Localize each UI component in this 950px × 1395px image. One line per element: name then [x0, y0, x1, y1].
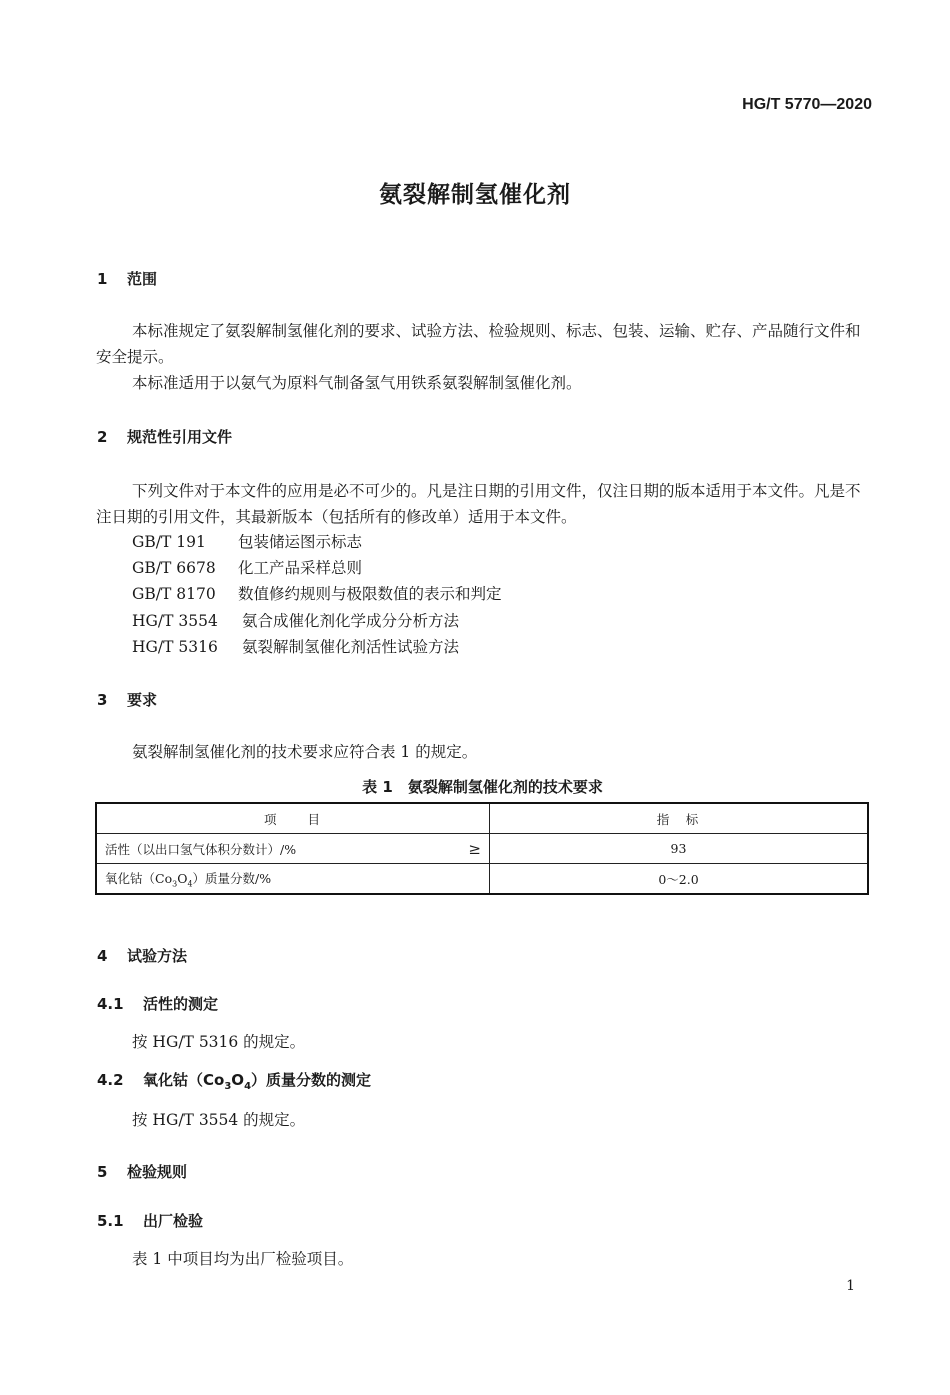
section-title: 检验规则	[127, 1163, 188, 1181]
section-title: 活性的测定	[143, 995, 219, 1013]
section-title: ）质量分数的测定	[251, 1071, 372, 1089]
section-3-heading	[97, 689, 157, 710]
section-title: 试验方法	[127, 947, 188, 965]
table-caption: 表 1 氨裂解制氢催化剂的技术要求	[362, 778, 603, 796]
section-4-2-heading	[97, 1069, 371, 1092]
row-item-cell	[96, 864, 490, 895]
section-4-1-heading	[97, 993, 218, 1014]
section-number: 5	[97, 1163, 108, 1181]
section-1-paragraph-2: 本标准适用于以氨气为原料气制备氢气用铁系氨裂解制氢催化剂。	[132, 374, 582, 392]
section-title: 出厂检验	[143, 1212, 204, 1230]
section-1-paragraph-1: 本标准规定了氨裂解制氢催化剂的要求、试验方法、检验规则、标志、包装、运输、贮存、产品随行文件和安全提示。	[96, 322, 861, 366]
section-2-paragraph-1: 下列文件对于本文件的应用是必不可少的。凡是注日期的引用文件，仅注日期的版本适用于本文件。凡是不注日期的引用文件，其最新版本（包括所有的修改单）适用于本文件。	[96, 482, 861, 526]
row-value: 0～2.0	[490, 864, 869, 895]
row-item-label: 活性（以出口氢气体积分数计）/%	[105, 841, 297, 857]
section-5-1-heading	[97, 1210, 203, 1231]
header-item: 项 目	[96, 803, 490, 834]
section-title: 规范性引用文件	[127, 428, 233, 446]
table-header-row	[96, 803, 868, 834]
section-4-1-paragraph: 按 HG/T 5316 的规定。	[132, 1033, 306, 1051]
section-number: 3	[97, 691, 108, 709]
technical-requirements-table	[95, 802, 869, 895]
reference-code: HG/T 5316	[132, 638, 218, 656]
section-title: O	[231, 1071, 245, 1089]
document-title: 氨裂解制氢催化剂	[379, 182, 571, 208]
reference-code: GB/T 6678	[132, 559, 216, 577]
section-3-paragraph-1: 氨裂解制氢催化剂的技术要求应符合表 1 的规定。	[132, 743, 478, 761]
page-number: 1	[846, 1278, 855, 1294]
reference-name: 包装储运图示标志	[238, 533, 363, 551]
header-index: 指 标	[490, 803, 869, 834]
reference-code: HG/T 3554	[132, 612, 218, 630]
section-number: 4	[97, 947, 108, 965]
section-4-2-paragraph: 按 HG/T 3554 的规定。	[132, 1111, 306, 1129]
section-1-heading	[97, 268, 157, 289]
section-title: 氧化钴（Co	[143, 1071, 225, 1089]
reference-name: 数值修约规则与极限数值的表示和判定	[238, 585, 502, 603]
standard-number: HG/T 5770—2020	[742, 96, 872, 113]
normative-reference	[132, 530, 362, 552]
section-number: 2	[97, 428, 108, 446]
row-item-label: O	[177, 870, 188, 886]
normative-reference	[132, 609, 459, 631]
subscript: 4	[187, 879, 193, 889]
normative-reference	[132, 582, 502, 604]
comparison-operator: ≥	[468, 839, 481, 858]
row-item-label: ）质量分数/%	[192, 870, 272, 886]
section-number: 4.2	[97, 1071, 124, 1089]
section-4-heading	[97, 945, 187, 966]
section-number: 1	[97, 270, 108, 288]
section-title: 要求	[127, 691, 158, 709]
reference-code: GB/T 8170	[132, 585, 216, 603]
row-item-label: 氧化钴（Co	[105, 870, 173, 886]
section-5-heading	[97, 1161, 187, 1182]
subscript: 4	[244, 1081, 252, 1092]
section-5-1-paragraph: 表 1 中项目均为出厂检验项目。	[132, 1250, 354, 1268]
subscript: 3	[172, 879, 178, 889]
reference-name: 氨裂解制氢催化剂活性试验方法	[242, 638, 460, 656]
table-row	[96, 834, 868, 864]
normative-reference	[132, 635, 459, 657]
row-item-cell	[96, 834, 490, 864]
reference-code: GB/T 191	[132, 533, 206, 551]
section-number: 4.1	[97, 995, 124, 1013]
reference-name: 氨合成催化剂化学成分分析方法	[242, 612, 460, 630]
row-value: 93	[490, 834, 869, 864]
section-title: 范围	[127, 270, 158, 288]
reference-name: 化工产品采样总则	[238, 559, 363, 577]
section-2-heading	[97, 426, 232, 447]
table-row	[96, 864, 868, 895]
subscript: 3	[224, 1081, 232, 1092]
section-number: 5.1	[97, 1212, 124, 1230]
normative-reference	[132, 556, 362, 578]
